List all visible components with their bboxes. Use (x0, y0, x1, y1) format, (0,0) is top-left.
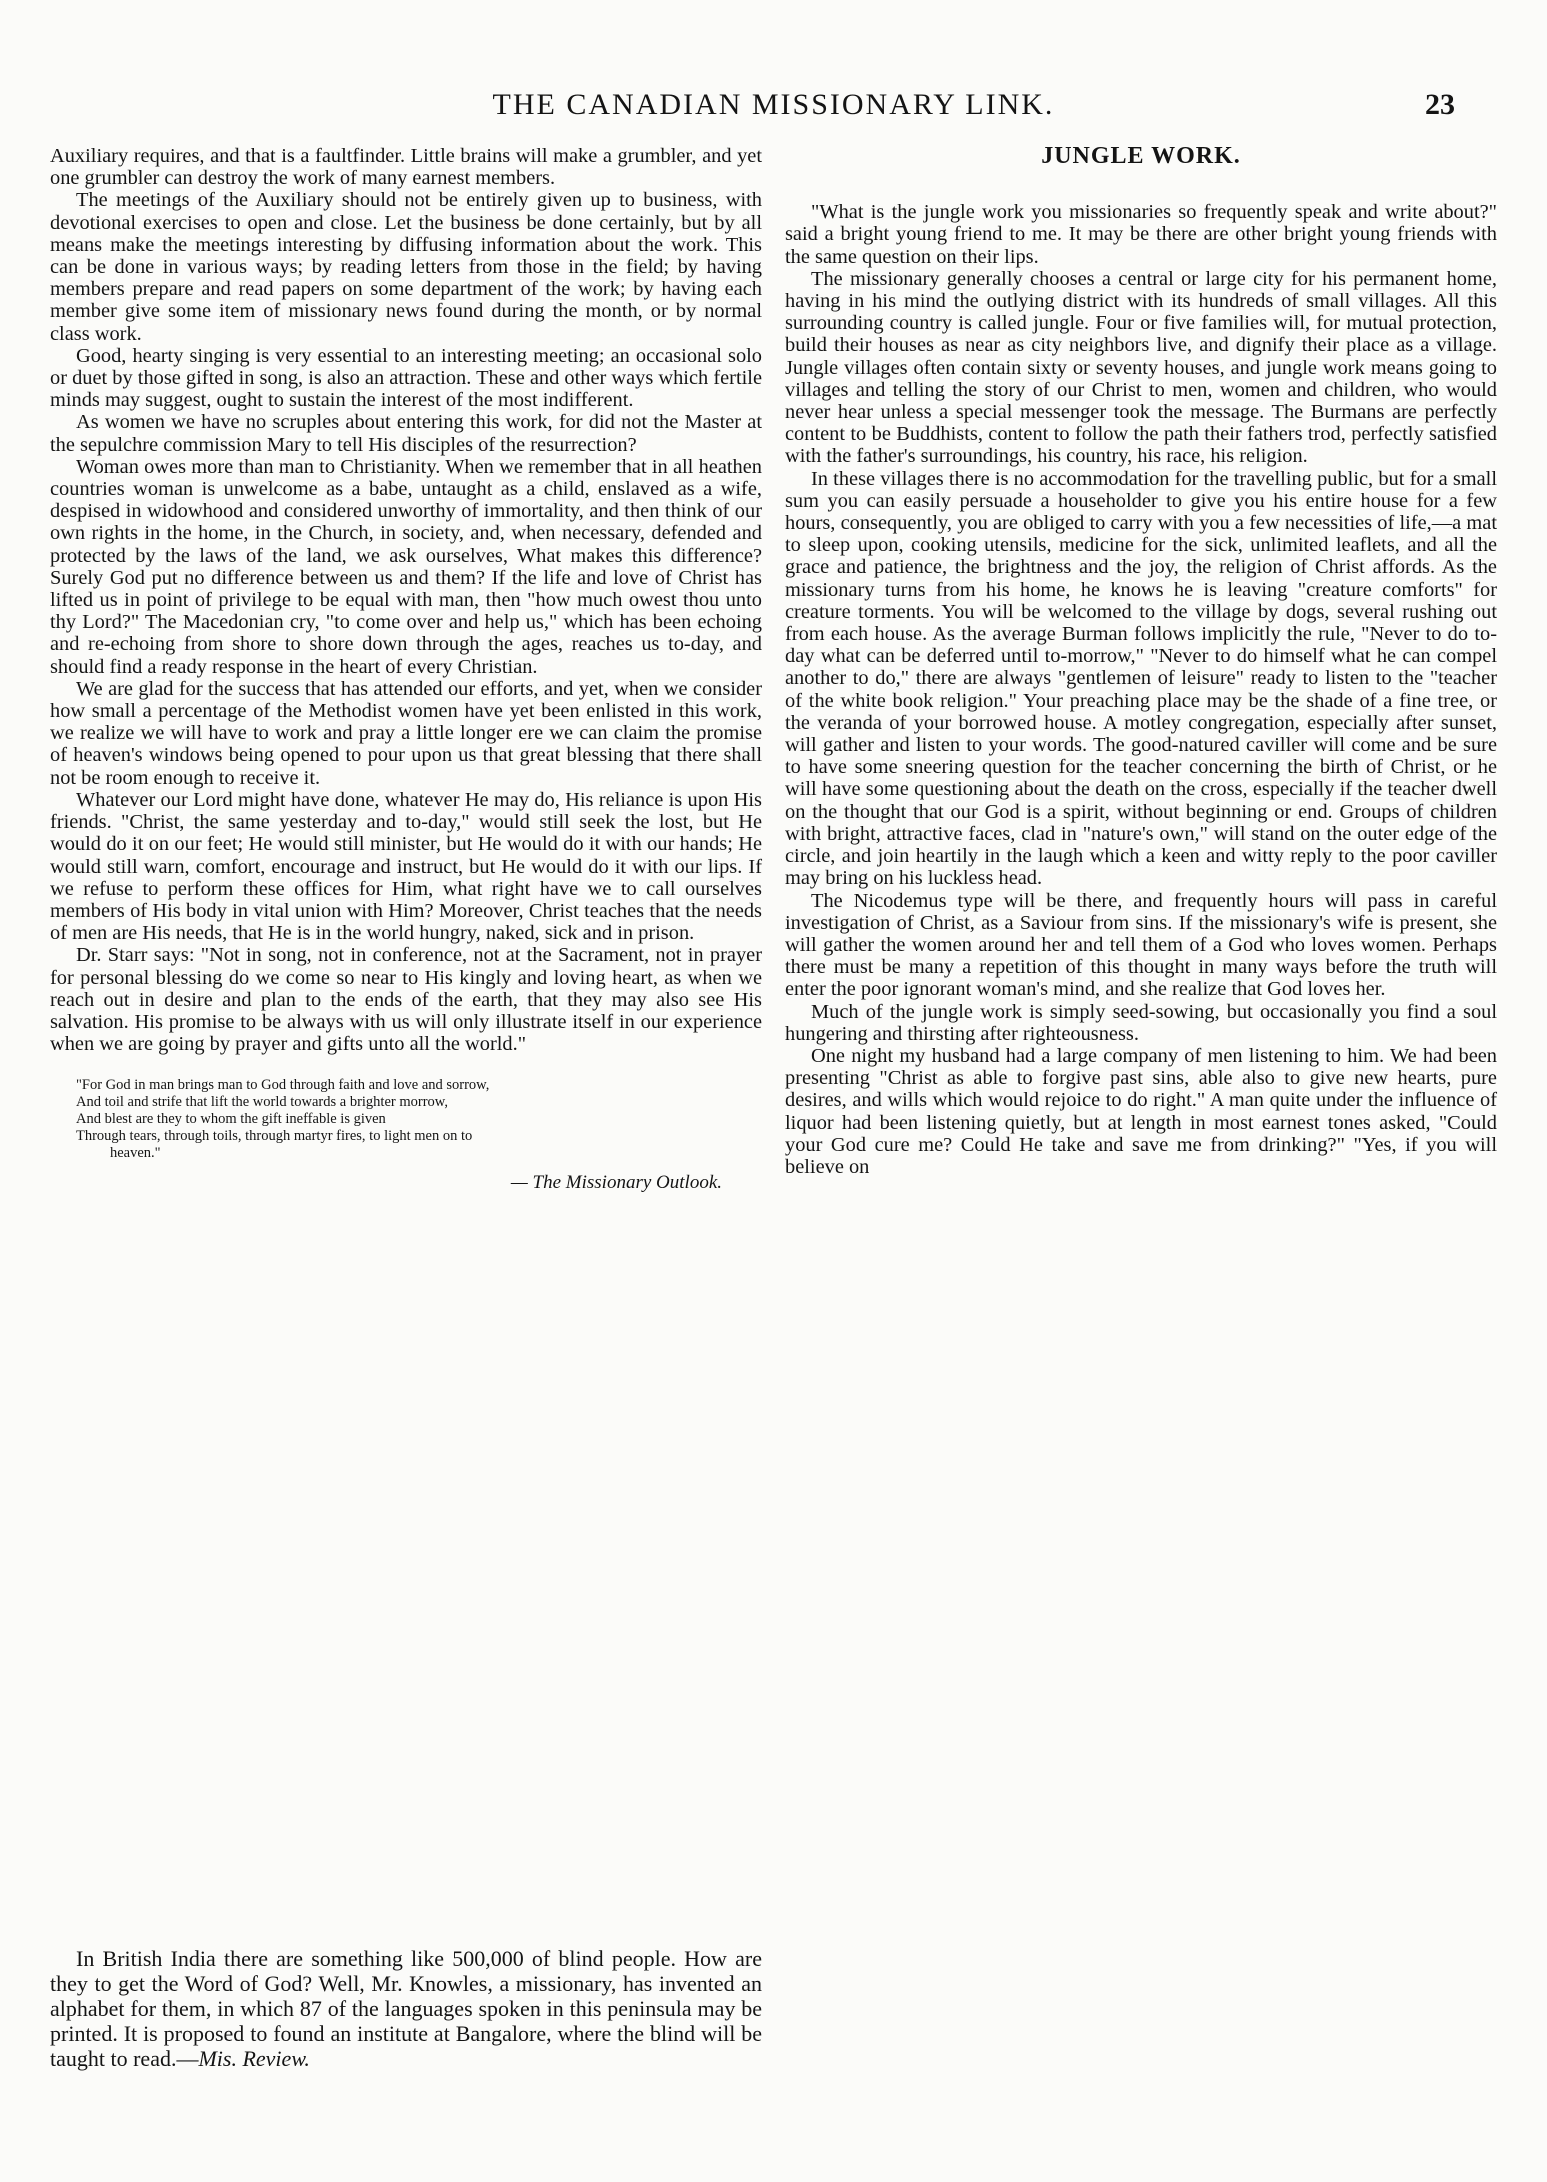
paragraph: The Nicodemus type will be there, and frequently hours will pass in careful investigation of Christ, as a Saviour from sins. If the missionary's wife is present, she will gather the women around her and tell them of a God who loves women. Perhaps there must be many a repetition of this thought in many ways before the truth will enter the poor ignorant woman's mind, and she realize that God loves her. (785, 889, 1497, 1001)
paragraph: Woman owes more than man to Christianity. When we remember that in all heathen countries woman is unwelcome as a babe, untaught as a child, enslaved as a wife, despised in widowhood and considered unworthy of immortality, and then think of our own rights in the home, in the Church, in society, and, when necessary, defended and protected by the laws of the land, we ask ourselves, What makes this difference? Surely God put no difference between us and them? If the life and love of Christ has lifted us in point of privilege to be equal with man, then "how much owest thou unto thy Lord?" The Macedonian cry, "to come over and help us," which has been echoing and re-echoing from shore to shore down through the ages, reaches us to-day, and should find a ready response in the heart of every Christian. (50, 455, 762, 678)
paragraph: Much of the jungle work is simply seed-sowing, but occasionally you find a soul hungering and thirsting after righteousness. (785, 1000, 1497, 1045)
page-number: 23 (1425, 88, 1455, 121)
poem-line: "For God in man brings man to God through faith and love and sorrow, (76, 1077, 490, 1094)
article-heading: JUNGLE WORK. (1041, 143, 1241, 169)
paragraph: Whatever our Lord might have done, whatever He may do, His reliance is upon His friends. "Christ, the same yesterday and to-day," would still seek the lost, but He would do it on our feet; He would still minister, but He would do it with our hands; He would still warn, comfort, encourage and instruct, but He would do it with our lips. If we refuse to perform these offices for Him, what right have we to call ourselves members of His body in vital union with Him? Moreover, Christ teaches that the needs of men are His needs, that He is in the world hungry, naked, sick and in prison. (50, 788, 762, 945)
poem (50, 1077, 762, 1162)
paragraph: Good, hearty singing is very essential to an interesting meeting; an occasional solo or duet by those gifted in song, is also an attraction. These and other ways which fertile minds may suggest, ought to sustain the interest of the most indifferent. (50, 344, 762, 412)
paragraph: The meetings of the Auxiliary should not be entirely given up to business, with devotional exercises to open and close. Let the business be done certainly, but by all means make the meetings interesting by diffusing information about the work. This can be done in various ways; by reading letters from those in the field; by having members prepare and read papers on some department of the work; by having each member give some item of missionary news found during the month, or by normal class work. (50, 189, 762, 345)
attribution: — The Missionary Outlook. (510, 1172, 722, 1194)
paragraph (50, 1946, 762, 2071)
british-india-article (50, 1946, 762, 2071)
paragraph: We are glad for the success that has attended our efforts, and yet, when we consider how small a percentage of the Methodist women have yet been enlisted in this work, we realize we will have to work and pray a little longer ere we can claim the promise of heaven's windows being opened to pour upon us that great blessing that there shall not be room enough to receive it. (50, 677, 762, 789)
paragraph: Dr. Starr says: "Not in song, not in conference, not at the Sacrament, not in prayer for personal blessing do we come so near to His kingly and loving heart, as when we reach out in desire and plan to the ends of the earth, that they may also see His salvation. His promise to be always with us will only illustrate itself in our experience when we are going by prayer and gifts unto all the world." (50, 944, 762, 1056)
left-column (50, 145, 762, 1195)
poem-line: And blest are they to whom the gift ineffable is given (76, 1111, 386, 1128)
page-header (0, 88, 1547, 138)
article-source: Mis. Review. (198, 2046, 310, 2071)
paragraph: Auxiliary requires, and that is a faultfinder. Little brains will make a grumbler, and yet one grumbler can destroy the work of many earnest members. (50, 145, 762, 190)
poem-line: heaven." (110, 1145, 161, 1162)
poem-line: Through tears, through toils, through martyr fires, to light men on to (76, 1128, 473, 1145)
paragraph: "What is the jungle work you missionaries so frequently speak and write about?" said a bright young friend to me. It may be there are other bright young friends with the same question on their lips. (785, 201, 1497, 268)
paragraph: As women we have no scruples about entering this work, for did not the Master at the sepulchre commission Mary to tell His disciples of the resurrection? (50, 411, 762, 456)
article-text: In British India there are something like 500,000 of blind people. How are they to get the Word of God? Well, Mr. Knowles, a missionary, has invented an alphabet for them, in which 87 of the languages spoken in this peninsula may be printed. It is proposed to found an institute at Bangalore, where the blind will be taught to read.— (50, 1946, 762, 2071)
paragraph: The missionary generally chooses a central or large city for his permanent home, having in his mind the outlying district with its hundreds of small villages. All this surrounding country is called jungle. Four or five families will, for mutual protection, build their houses as near as city neighbors live, and dignify their place as a village. Jungle villages often contain sixty or seventy houses, and jungle work means going to villages and telling the story of our Christ to men, women and children, who would never hear unless a special messenger took the message. The Burmans are perfectly content to be Buddhists, content to follow the path their fathers trod, perfectly satisfied with the father's surroundings, his country, his race, his religion. (785, 267, 1497, 468)
paragraph: One night my husband had a large company of men listening to him. We had been presenting "Christ as able to forgive past sins, able also to give new hearts, pure desires, and wills which would rejoice to do right." A man quite under the influence of liquor had been listening quietly, but at length in most earnest tones asked, "Could your God cure me? Could He take and save me from drinking?" "Yes, if you will believe on (785, 1044, 1497, 1178)
running-title: THE CANADIAN MISSIONARY LINK. (492, 88, 1055, 121)
paragraph: In these villages there is no accommodation for the travelling public, but for a small sum you can easily persuade a householder to give you his entire house for a few hours, consequently, you are obliged to carry with you a few necessities of life,—a mat to sleep upon, cooking utensils, medicine for the sick, unlimited leaflets, and all the grace and patience, the brightness and the joy, the religion of Christ affords. As the missionary turns from his home, he knows he is leaving "creature comforts" for creature torments. You will be welcomed to the village by dogs, several rushing out from each house. As the average Burman follows implicitly the rule, "Never to do to-day what can be deferred until to-morrow," "Never to do himself what he can compel another to do," there are always "gentlemen of leisure" ready to listen to the "teacher of the white book religion." Your preaching place may be the shade of a fine tree, or the veranda of your borrowed house. A motley congregation, especially after sunset, will gather and listen to your words. The good-natured caviller will come and be sure to have some sneering question for the teacher concerning the birth of Christ, or he will have some questioning about the death on the cross, especially if the teacher dwell on the thought that our God is a spirit, without beginning or end. Groups of children with bright, attractive faces, clad in "nature's own," will stand on the outer edge of the circle, and join heartily in the laugh which a keen and witty reply to the poor caviller may bring on his luckless head. (785, 467, 1497, 890)
right-column (785, 145, 1497, 1178)
poem-line: And toil and strife that lift the world towards a brighter morrow, (76, 1094, 448, 1111)
